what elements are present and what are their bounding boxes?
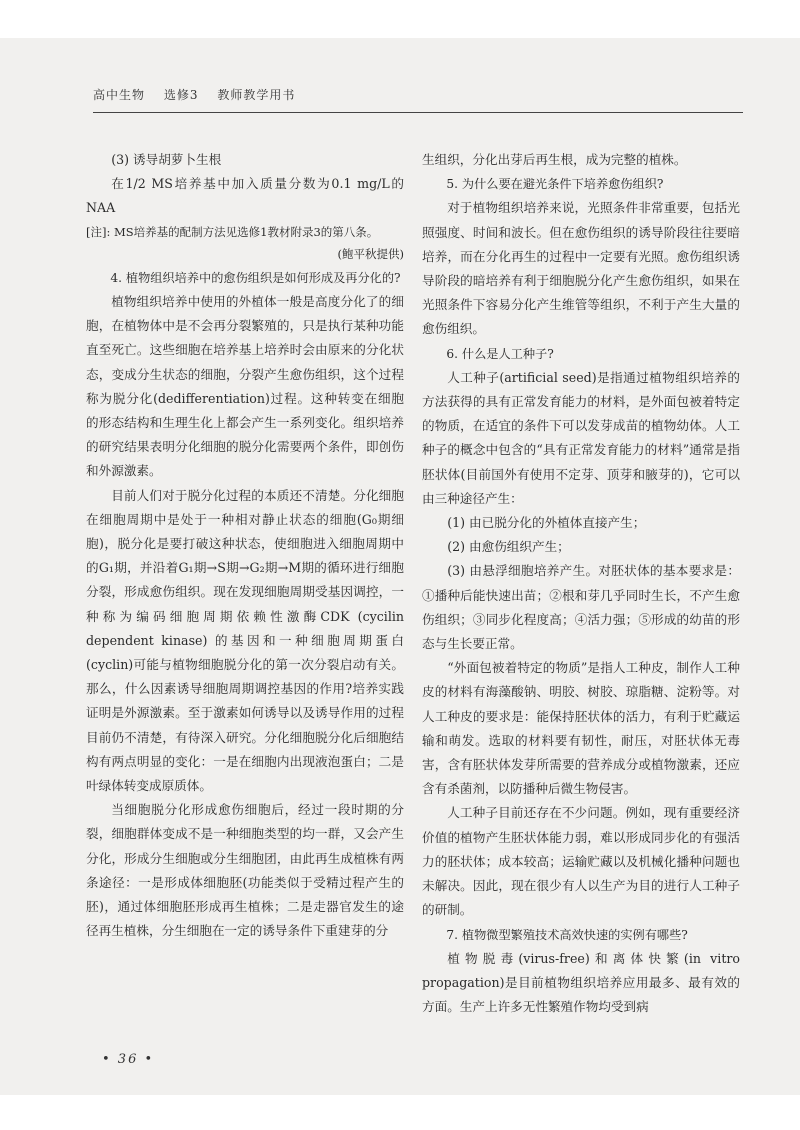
header-rule bbox=[93, 112, 743, 113]
question-heading: 5. 为什么要在避光条件下培养愈伤组织? bbox=[446, 177, 664, 192]
running-header bbox=[93, 86, 753, 103]
right-column bbox=[422, 148, 740, 1019]
question-heading: 7. 植物微型繁殖技术高效快速的实例有哪些? bbox=[446, 927, 688, 942]
page-number: • 36 • bbox=[102, 1052, 155, 1067]
paragraph: 在1/2 MS培养基中加入质量分数为0.1 mg/L的NAA bbox=[86, 176, 404, 216]
question-heading: 6. 什么是人工种子? bbox=[446, 346, 554, 361]
paragraph: 生组织，分化出芽后再生根，成为完整的植株。 bbox=[422, 152, 687, 167]
book-title: 高中生物 bbox=[93, 88, 146, 102]
paragraph: 植物组织培养中使用的外植体一般是高度分化了的细胞，在植物体中是不会再分裂繁殖的，只是执行某种功能直至死亡。这些细胞在培养基上培养时会由原来的分化状态，变成分生状态的细胞，分裂产生愈伤组织，这个过程称为脱分化(dedifferentiation)过程。这种转变在细胞的形态结构和生理生化上都会产生一系列变化。组织培养的研究结果表明分化细胞的脱分化需要两个条件，即创伤和外源激素。 bbox=[86, 294, 404, 479]
left-column bbox=[86, 148, 404, 944]
paragraph: 植物脱毒(virus-free)和离体快繁(in vitro propagation)是目前植物组织培养应用最多、最有效的方面。生产上许多无性繁殖作物均受到病 bbox=[422, 950, 740, 1015]
paragraph: (3) 由悬浮细胞培养产生。对胚状体的基本要求是：①播种后能快速出苗；②根和芽几乎同时生长，不产生愈伤组织；③同步化程度高；④活力强；⑤形成的幼苗的形态与生长要正常。 bbox=[422, 563, 740, 652]
paragraph: 人工种子(artificial seed)是指通过植物组织培养的方法获得的具有正常发育能力的材料，是外面包被着特定的物质，在适宜的条件下可以发芽成苗的植物幼体。人工种子的概念中包含的“具有正常发育能力的材料”通常是指胚状体(目前国外有使用不定芽、顶芽和腋芽的)，它可以由三种途径产生： bbox=[422, 369, 740, 506]
paragraph: [注]: MS培养基的配制方法见选修1教材附录3的第八条。 bbox=[86, 224, 379, 239]
volume-label: 选修3 bbox=[163, 88, 199, 102]
paragraph: “外面包被着特定的物质”是指人工种皮，制作人工种皮的材料有海藻酸钠、明胶、树胶、琼脂糖、淀粉等。对人工种皮的要求是：能保持胚状体的活力，有利于贮藏运输和萌发。选取的材料要有韧性，耐压，对胚状体无毒害，含有胚状体发芽所需要的营养成分或植物激素，还应含有杀菌剂，以防播种后微生物侵害。 bbox=[422, 660, 740, 797]
paragraph: (2) 由愈伤组织产生； bbox=[447, 539, 570, 555]
paragraph: (3) 诱导胡萝卜生根 bbox=[111, 152, 222, 167]
paragraph: 当细胞脱分化形成愈伤细胞后，经过一段时期的分裂，细胞群体变成不是一种细胞类型的均一群，又会产生分化，形成分生细胞或分生细胞团，由此再生成植株有两条途径：一是形成体细胞胚(功能类似于受精过程产生的胚)，通过体细胞胚形成再生植株；二是走器官发生的途径再生植株，分生细胞在一定的诱导条件下重建芽的分 bbox=[86, 802, 404, 939]
question-heading: 4. 植物组织培养中的愈伤组织是如何形成及再分化的? bbox=[110, 270, 401, 285]
paragraph: 目前人们对于脱分化过程的本质还不清楚。分化细胞在细胞周期中是处于一种相对静止状态的细胞(G₀期细胞)，脱分化是要打破这种状态，使细胞进入细胞周期中的G₁期，并沿着G₁期→S期→G₂期→M期的循环进行细胞分裂，形成愈伤组织。现在发现细胞周期受基因调控，一种称为编码细胞周期依赖性激酶CDK (cycilin dependent kinase) 的基因和一种细胞周期蛋白(cyclin)可能与植物细胞脱分化的第一次分裂启动有关。那么，什么因素诱导细胞周期调控基因的作用?培养实践证明是外源激素。至于激素如何诱导以及诱导作用的过程目前仍不清楚，有待深入研究。分化细胞脱分化后细胞结构有两点明显的变化：一是在细胞内出现液泡蛋白；二是叶绿体转变成原质体。 bbox=[86, 487, 404, 794]
paragraph: 人工种子目前还存在不少问题。例如，现有重要经济价值的植物产生胚状体能力弱，难以形成同步化的有强活力的胚状体；成本较高；运输贮藏以及机械化播种问题也未解决。因此，现在很少有人以生产为目的进行人工种子的研制。 bbox=[422, 805, 740, 918]
paragraph: (1) 由已脱分化的外植体直接产生； bbox=[447, 515, 646, 531]
paragraph: (鲍平秋提供) bbox=[337, 246, 404, 261]
paragraph: 对于植物组织培养来说，光照条件非常重要，包括光照强度、时间和波长。但在愈伤组织的诱导阶段往往要暗培养，而在分化再生的过程中一定要有光照。愈伤组织诱导阶段的暗培养有利于细胞脱分化产生愈伤组织，如果在光照条件下容易分化产生维管等组织，不利于产生大量的愈伤组织。 bbox=[422, 200, 740, 337]
book-type: 教师教学用书 bbox=[217, 88, 296, 102]
